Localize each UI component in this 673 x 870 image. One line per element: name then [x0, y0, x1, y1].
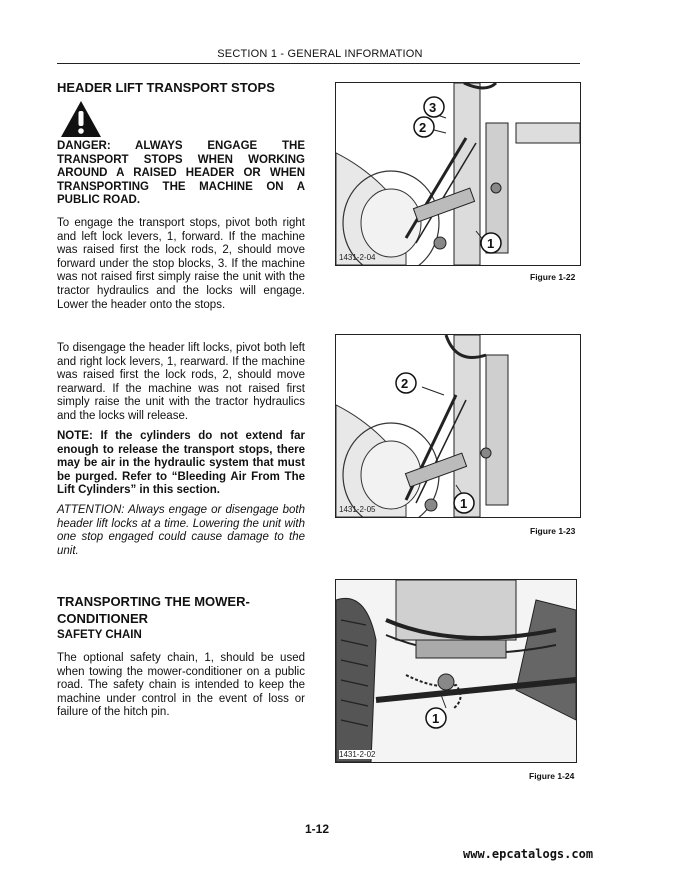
figure-1-24: [335, 579, 577, 763]
warning-triangle-icon: [60, 100, 102, 138]
figure-1-22-caption: Figure 1-22: [530, 272, 576, 282]
safety-chain-paragraph: The optional safety chain, 1, should be used when towing the mower-conditioner on a public road. The safety chain is intended to keep the machine under control in the event of loss or failure of the hitch pin.: [57, 652, 305, 719]
danger-text: DANGER: ALWAYS ENGAGE THE TRANSPORT STOPS WHEN WORKING AROUND A RAISED HEADER OR WHEN TRANSPORTING THE MACHINE ON A PUBLIC ROAD.: [57, 140, 305, 207]
figure-1-24-illustration: [336, 580, 576, 762]
note-paragraph: NOTE: If the cylinders do not extend far enough to release the transport stops, there may be air in the hydraulic system that must be purged. Refer to “Bleeding Air From The Lift Cylinders” in this section.: [57, 430, 305, 497]
page-number: 1-12: [305, 822, 330, 836]
figure-1-23-label: 1431-2-05: [339, 505, 376, 514]
attention-paragraph: ATTENTION: Always engage or disengage both header lift locks at a time. Lowering the unit with one stop engaged could cause damage to the unit.: [57, 504, 305, 557]
figure-1-23-callout-2: 2: [401, 376, 409, 391]
section-title-transporting: [57, 593, 250, 627]
subsection-title-safety-chain: SAFETY CHAIN: [57, 629, 142, 641]
figure-1-23-illustration: [336, 335, 580, 517]
figure-1-23-caption: Figure 1-23: [530, 526, 576, 536]
figure-1-24-caption: Figure 1-24: [529, 771, 575, 781]
watermark-url: www.epcatalogs.com: [463, 847, 594, 861]
figure-1-24-callout-1: 1: [432, 711, 440, 726]
disengage-locks-paragraph: To disengage the header lift locks, pivot both left and right lock levers, 1, rearward. If the machine was raised first the lock rods, 2, should move rearward. If the machine was not raised first simply raise the unit with the tractor hydraulics and the locks will release.: [57, 342, 305, 422]
engage-stops-paragraph: To engage the transport stops, pivot both right and left lock levers, 1, forward. If the machine was raised first the lock rods, 2, should move forward under the stop blocks, 3. If the machine was not raised first simply raise the unit with the tractor hydraulics and the locks will engage. Lower the header onto the stops.: [57, 217, 305, 311]
figure-1-22-callout-1: 1: [487, 236, 495, 251]
figure-1-22-callout-2: 2: [419, 120, 427, 135]
figure-1-22-label: 1431-2-04: [339, 253, 376, 262]
section-title-line1: TRANSPORTING THE MOWER-: [57, 594, 250, 609]
figure-1-22-callout-3: 3: [429, 100, 437, 115]
figure-1-24-label: 1431-2-02: [339, 750, 376, 759]
section-header: SECTION 1 - GENERAL INFORMATION: [217, 48, 423, 60]
figure-1-22-illustration: [336, 83, 580, 265]
section-title-transport-stops: HEADER LIFT TRANSPORT STOPS: [57, 80, 275, 95]
figure-1-22: [335, 82, 581, 266]
figure-1-23-callout-1: 1: [460, 496, 468, 511]
figure-1-23: [335, 334, 581, 518]
header-rule: [57, 63, 580, 64]
section-title-line2: CONDITIONER: [57, 611, 148, 626]
